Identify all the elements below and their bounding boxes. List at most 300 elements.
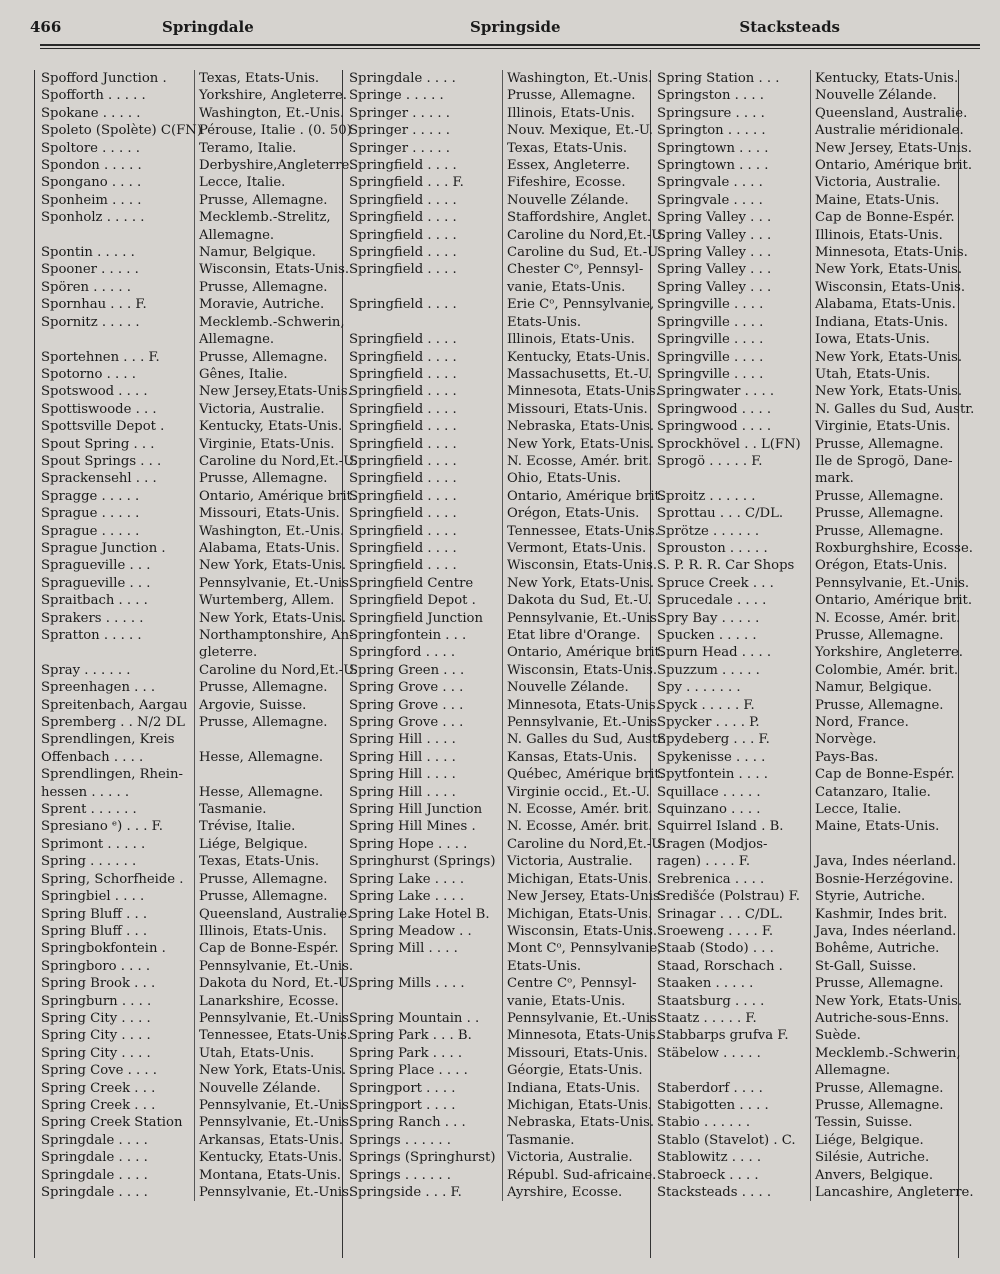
entry-location: Pennsylvanie, Et.-Unis. bbox=[815, 575, 970, 591]
entry-place-name: Springer . . . . . bbox=[349, 140, 503, 157]
entry-place-name: Stablo (Stavelot) . C. bbox=[657, 1132, 811, 1149]
entry-place-name: Springfield . . . . bbox=[349, 436, 503, 453]
entry-location: Hesse, Allemagne. bbox=[199, 749, 324, 765]
entry-place-name: Springtown . . . . bbox=[657, 157, 811, 174]
entry-place-name bbox=[349, 958, 503, 975]
entry-row bbox=[349, 244, 662, 261]
entry-row bbox=[349, 940, 662, 957]
entry-location: New York, Etats-Unis. bbox=[199, 558, 347, 574]
entry-place-name: Springvale . . . . bbox=[657, 174, 811, 191]
entry-row bbox=[657, 1097, 958, 1114]
entry-place-name bbox=[41, 331, 195, 348]
entry-row bbox=[349, 731, 667, 748]
entry-row bbox=[349, 279, 650, 296]
entry-row bbox=[349, 1132, 650, 1149]
entry-row bbox=[657, 227, 958, 244]
entry-location: Prusse, Allemagne. bbox=[815, 523, 944, 539]
entry-row bbox=[349, 209, 650, 226]
entry-location: Dakota du Nord, Et.-U. bbox=[199, 976, 353, 992]
entry-row bbox=[349, 261, 650, 278]
entry-place-name: Spytfontein . . . . bbox=[657, 766, 811, 783]
entry-row bbox=[657, 70, 958, 87]
entry-place-name: Springville . . . . bbox=[657, 349, 811, 366]
entry-location: Allemagne. bbox=[199, 332, 275, 348]
entry-row bbox=[349, 349, 650, 366]
entry-place-name: Spring Brook . . . bbox=[41, 975, 195, 992]
entry-row bbox=[41, 366, 342, 383]
entry-row bbox=[349, 557, 658, 574]
entry-row bbox=[41, 906, 352, 923]
entry-location: Prusse, Allemagne. bbox=[199, 889, 328, 905]
entry-place-name: Springfield . . . . bbox=[349, 383, 503, 400]
entry-row bbox=[349, 70, 653, 87]
entry-location: Ontario, Amérique brit. bbox=[507, 645, 665, 661]
entry-place-name: Spray . . . . . . bbox=[41, 662, 195, 679]
entry-location: Prusse, Allemagne. bbox=[815, 1097, 944, 1113]
entry-location: Ayrshire, Ecosse. bbox=[507, 1185, 623, 1200]
entry-location: Caroline du Nord,Et.-U. bbox=[507, 836, 666, 852]
entry-location: Nebraska, Etats-Unis. bbox=[507, 419, 655, 435]
entry-place-name: Springfield . . . . bbox=[349, 261, 503, 278]
entry-place-name bbox=[41, 227, 195, 244]
entry-place-name: Sprendlingen, Rhein- bbox=[41, 766, 195, 783]
entry-row bbox=[41, 697, 342, 714]
entry-place-name: Staab (Stodo) . . . bbox=[657, 940, 811, 957]
entry-place-name: Springfield Centre bbox=[349, 575, 503, 592]
entry-row bbox=[657, 731, 958, 748]
entry-row bbox=[41, 1184, 354, 1201]
entry-place-name: Springer . . . . . bbox=[349, 122, 503, 139]
entry-place-name: Squirrel Island . B. bbox=[657, 818, 811, 835]
entry-location: Missouri, Etats-Unis. bbox=[199, 506, 340, 522]
entry-location: Illinois, Etats-Unis. bbox=[815, 227, 943, 243]
entry-row bbox=[657, 975, 958, 992]
entry-location: Orégon, Etats-Unis. bbox=[815, 558, 948, 574]
entry-row bbox=[657, 401, 975, 418]
entry-row bbox=[657, 331, 958, 348]
entry-place-name: Sprimont . . . . . bbox=[41, 836, 195, 853]
entry-location: Texas, Etats-Unis. bbox=[199, 854, 320, 870]
entry-location: Lanarkshire, Ecosse. bbox=[199, 993, 339, 1009]
entry-place-name: Spottsville Depot . bbox=[41, 418, 195, 435]
entry-location: Géorgie, Etats-Unis. bbox=[507, 1063, 643, 1079]
entry-row bbox=[41, 1010, 354, 1027]
entry-row bbox=[41, 296, 342, 313]
entry-place-name: Staaken . . . . . bbox=[657, 975, 811, 992]
entry-location: New Jersey, Etats-Unis. bbox=[815, 140, 972, 156]
entry-location: Anvers, Belgique. bbox=[815, 1167, 934, 1183]
entry-place-name: Springvale . . . . bbox=[657, 192, 811, 209]
entry-row bbox=[41, 557, 347, 574]
entry-row bbox=[349, 766, 664, 783]
entry-place-name: Spring Creek . . . bbox=[41, 1080, 195, 1097]
entry-place-name: Springsure . . . . bbox=[657, 105, 811, 122]
entry-place-name bbox=[349, 279, 503, 296]
entry-place-name: Spring Grove . . . bbox=[349, 714, 503, 731]
entry-location: Républ. Sud-africaine. bbox=[507, 1167, 657, 1183]
entry-place-name: Staatz . . . . . F. bbox=[657, 1010, 811, 1027]
entry-place-name: Spragge . . . . . bbox=[41, 488, 195, 505]
entry-place-name: Spragueville . . . bbox=[41, 575, 195, 592]
entry-location: Queensland, Australie. bbox=[815, 105, 968, 121]
entry-place-name: Sprogö . . . . . F. bbox=[657, 453, 811, 470]
entry-place-name: Spring Hill Junction bbox=[349, 801, 503, 818]
entry-row bbox=[349, 575, 655, 592]
entry-location: Tasmanie. bbox=[507, 1132, 575, 1148]
entry-row bbox=[657, 958, 958, 975]
entry-place-name: Springport . . . . bbox=[349, 1080, 503, 1097]
entry-location: Missouri, Etats-Unis. bbox=[507, 1045, 648, 1061]
entry-location: Minnesota, Etats-Unis. bbox=[507, 697, 660, 713]
entry-location: Montana, Etats-Unis. bbox=[199, 1167, 341, 1183]
entry-place-name: Springtown . . . . bbox=[657, 140, 811, 157]
entry-place-name: Sroeweng . . . . F. bbox=[657, 923, 811, 940]
entry-place-name: Spring City . . . . bbox=[41, 1045, 195, 1062]
entry-place-name: Springfield . . . . bbox=[349, 296, 503, 313]
entry-place-name: Springfield . . . . bbox=[349, 192, 503, 209]
entry-location: Prusse, Allemagne. bbox=[815, 697, 944, 713]
entry-row bbox=[349, 540, 650, 557]
entry-place-name: Spofforth . . . . . bbox=[41, 87, 195, 104]
entry-location: Kentucky, Etats-Unis. bbox=[815, 71, 959, 86]
entry-location: Victoria, Australie. bbox=[507, 1150, 633, 1166]
entry-place-name: Stablowitz . . . . bbox=[657, 1149, 811, 1166]
entry-row bbox=[349, 853, 650, 870]
entry-location: Wisconsin, Etats-Unis. bbox=[815, 279, 966, 295]
entry-location: Styrie, Autriche. bbox=[815, 889, 926, 905]
entry-row bbox=[349, 818, 653, 835]
entry-row bbox=[41, 383, 352, 400]
entry-place-name: Spring Valley . . . bbox=[657, 279, 811, 296]
entry-row bbox=[41, 488, 357, 505]
entry-place-name: Springer . . . . . bbox=[349, 105, 503, 122]
entry-place-name bbox=[657, 1062, 811, 1079]
entry-row bbox=[41, 209, 342, 226]
entry-location: St-Gall, Suisse. bbox=[815, 958, 917, 974]
entry-place-name: Sprockhövel . . L(FN) bbox=[657, 436, 811, 453]
entry-row bbox=[657, 557, 958, 574]
entry-location: Michigan, Etats-Unis. bbox=[507, 1097, 653, 1113]
entry-row bbox=[41, 540, 342, 557]
entry-location: Caroline du Nord,Et.-U. bbox=[199, 453, 358, 469]
entry-row bbox=[41, 1027, 351, 1044]
entry-row bbox=[349, 1149, 650, 1166]
entry-location: Fifeshire, Ecosse. bbox=[507, 175, 626, 191]
entry-row bbox=[41, 436, 342, 453]
entry-place-name: Springville . . . . bbox=[657, 331, 811, 348]
entry-location: Pennsylvanie, Et.-Unis. bbox=[507, 1010, 662, 1026]
entry-place-name: Sprent . . . . . . bbox=[41, 801, 195, 818]
entry-row bbox=[657, 488, 958, 505]
entry-location: Etats-Unis. bbox=[507, 314, 582, 330]
entry-row bbox=[41, 749, 342, 766]
entry-row bbox=[657, 453, 958, 470]
entry-place-name: Springfield Depot . bbox=[349, 592, 503, 609]
entry-row bbox=[657, 1132, 958, 1149]
entry-row bbox=[657, 314, 958, 331]
entry-location: Hesse, Allemagne. bbox=[199, 784, 324, 800]
entry-row bbox=[657, 662, 958, 679]
entry-place-name: Spurn Head . . . . bbox=[657, 644, 811, 661]
entry-location: Prusse, Allemagne. bbox=[199, 192, 328, 208]
entry-place-name: Springs (Springhurst) bbox=[349, 1149, 503, 1166]
entry-location: Wisconsin, Etats-Unis. bbox=[507, 923, 658, 939]
entry-row bbox=[657, 592, 973, 609]
entry-row bbox=[41, 279, 342, 296]
entry-row bbox=[657, 818, 958, 835]
entry-place-name: Springfield . . . . bbox=[349, 331, 503, 348]
entry-row bbox=[349, 331, 650, 348]
entry-row bbox=[657, 279, 966, 296]
entry-location: Orégon, Etats-Unis. bbox=[507, 506, 640, 522]
entry-row bbox=[41, 418, 342, 435]
entry-place-name: Springfield . . . . bbox=[349, 557, 503, 574]
entry-row bbox=[657, 1167, 958, 1184]
entry-place-name: Spring Hope . . . . bbox=[349, 836, 503, 853]
entry-place-name: Spyck . . . . . F. bbox=[657, 697, 811, 714]
entry-location: mark. bbox=[815, 471, 854, 487]
entry-location: Queensland, Australie. bbox=[199, 906, 352, 922]
entry-location: Prusse, Allemagne. bbox=[815, 488, 944, 504]
entry-place-name: Spucken . . . . . bbox=[657, 627, 811, 644]
entry-location: Mont Cᵒ, Pennsylvanie, bbox=[507, 941, 662, 957]
entry-location: Pennsylvanie, Et.-Unis. bbox=[199, 575, 354, 591]
entry-location bbox=[811, 836, 958, 853]
entry-place-name: Springfield . . . . bbox=[349, 470, 503, 487]
entry-row bbox=[41, 174, 342, 191]
entry-row bbox=[349, 923, 658, 940]
entry-location: Washington, Et.-Unis. bbox=[199, 105, 345, 121]
entry-location: Ohio, Etats-Unis. bbox=[507, 471, 621, 487]
entry-place-name: Springdale . . . . bbox=[41, 1167, 195, 1184]
entry-place-name: Spoltore . . . . . bbox=[41, 140, 195, 157]
entry-row bbox=[657, 836, 958, 853]
entry-location: Ontario, Amérique brit. bbox=[507, 488, 665, 504]
entry-row bbox=[41, 993, 342, 1010]
entry-row bbox=[657, 888, 958, 905]
entry-location: Silésie, Autriche. bbox=[815, 1150, 930, 1166]
entry-location: Mecklemb.-Schwerin, bbox=[199, 314, 345, 330]
entry-row bbox=[349, 679, 650, 696]
entry-row bbox=[41, 1149, 342, 1166]
entry-row bbox=[349, 157, 650, 174]
entry-location: Bosnie-Herzégovine. bbox=[815, 871, 954, 887]
entry-place-name: Spring Creek . . . bbox=[41, 1097, 195, 1114]
entry-place-name: Spofford Junction . bbox=[41, 70, 195, 87]
entry-row bbox=[349, 227, 666, 244]
entry-location: Utah, Etats-Unis. bbox=[199, 1045, 315, 1061]
entry-place-name: Spring Bluff . . . bbox=[41, 923, 195, 940]
entry-place-name: Sprackensehl . . . bbox=[41, 470, 195, 487]
entry-place-name: Spongano . . . . bbox=[41, 174, 195, 191]
entry-location: Arkansas, Etats-Unis. bbox=[199, 1132, 344, 1148]
entry-place-name: Spratton . . . . . bbox=[41, 627, 195, 644]
entry-place-name bbox=[349, 993, 503, 1010]
entry-place-name: Springe . . . . . bbox=[349, 87, 503, 104]
entry-place-name: Spring Meadow . . bbox=[349, 923, 503, 940]
entry-place-name: Spykenisse . . . . bbox=[657, 749, 811, 766]
entry-place-name: Spotswood . . . . bbox=[41, 383, 195, 400]
entry-row bbox=[349, 906, 653, 923]
entry-place-name: ragen) . . . . F. bbox=[657, 853, 811, 870]
entry-row bbox=[349, 610, 662, 627]
entry-location: Alabama, Etats-Unis. bbox=[815, 297, 956, 313]
entry-location: Erie Cᵒ, Pennsylvanie, bbox=[507, 297, 655, 313]
entry-place-name: Spring Hill Mines . bbox=[349, 818, 503, 835]
entry-location: Nouvelle Zélande. bbox=[507, 680, 629, 696]
entry-location: Pays-Bas. bbox=[815, 749, 879, 765]
entry-location: Caroline du Sud, Et.-U. bbox=[507, 245, 662, 261]
entry-row bbox=[657, 1114, 958, 1131]
entry-place-name: Spring . . . . . . bbox=[41, 853, 195, 870]
entry-row bbox=[657, 610, 961, 627]
entry-place-name: Springfield . . . . bbox=[349, 157, 503, 174]
entry-row bbox=[657, 1045, 961, 1062]
entry-place-name: Spragueville . . . bbox=[41, 557, 195, 574]
entry-place-name: Sprottau . . . C/DL. bbox=[657, 505, 811, 522]
entry-place-name: Spring Mountain . . bbox=[349, 1010, 503, 1027]
entry-row bbox=[657, 697, 958, 714]
entry-location: Chester Cᵒ, Pennsyl- bbox=[507, 262, 644, 278]
entry-place-name: Spreitenbach, Aargau bbox=[41, 697, 195, 714]
entry-location: Prusse, Allemagne. bbox=[199, 715, 328, 731]
entry-location: Argovie, Suisse. bbox=[199, 697, 307, 713]
entry-location: Lancashire, Angleterre. bbox=[815, 1185, 974, 1200]
entry-row bbox=[41, 975, 353, 992]
entry-location: Java, Indes néerland. bbox=[815, 923, 957, 939]
entry-row bbox=[657, 714, 958, 731]
entry-location: Centre Cᵒ, Pennsyl- bbox=[507, 976, 637, 992]
entry-location: Victoria, Australie. bbox=[199, 401, 325, 417]
entry-row bbox=[349, 644, 665, 661]
entry-location: Kentucky, Etats-Unis. bbox=[507, 349, 651, 365]
entry-place-name: Srinagar . . . C/DL. bbox=[657, 906, 811, 923]
entry-row bbox=[349, 105, 650, 122]
entry-location: New York, Etats-Unis. bbox=[507, 436, 655, 452]
entry-row bbox=[349, 383, 660, 400]
entry-location: New Jersey,Etats-Unis. bbox=[199, 384, 352, 400]
entry-row bbox=[41, 714, 342, 731]
entry-row bbox=[657, 1062, 958, 1079]
entry-place-name: Springfield . . . . bbox=[349, 349, 503, 366]
entry-location: New York, Etats-Unis. bbox=[815, 349, 963, 365]
entry-location: Moravie, Autriche. bbox=[199, 297, 325, 313]
header-left-keyword: Springdale bbox=[162, 18, 254, 36]
entry-row bbox=[41, 331, 342, 348]
entry-row bbox=[657, 993, 963, 1010]
entry-place-name: Spring Mill . . . . bbox=[349, 940, 503, 957]
entry-location: Nord, France. bbox=[815, 715, 909, 731]
entry-location: vanie, Etats-Unis. bbox=[507, 279, 626, 295]
entry-row bbox=[657, 349, 963, 366]
entry-place-name: Spring Hill . . . . bbox=[349, 749, 503, 766]
entry-location: gleterre. bbox=[199, 645, 258, 661]
entry-place-name: Spooner . . . . . bbox=[41, 261, 195, 278]
entry-location: Essex, Angleterre. bbox=[507, 158, 630, 174]
entry-row bbox=[41, 1080, 342, 1097]
entry-location: Virginie occid., Et.-U. bbox=[507, 784, 650, 800]
entry-place-name: Spornhau . . . F. bbox=[41, 296, 195, 313]
entry-place-name: hessen . . . . . bbox=[41, 784, 195, 801]
entry-place-name: Springfield Junction bbox=[349, 610, 503, 627]
entry-place-name: Središće (Polstrau) F. bbox=[657, 888, 811, 905]
entry-place-name: Spring Ranch . . . bbox=[349, 1114, 503, 1131]
entry-location: Maine, Etats-Unis. bbox=[815, 819, 940, 835]
entry-place-name: Staatsburg . . . . bbox=[657, 993, 811, 1010]
entry-location: Lecce, Italie. bbox=[199, 175, 286, 191]
entry-location: Mecklemb.-Strelitz, bbox=[199, 210, 331, 226]
entry-place-name: Springville . . . . bbox=[657, 366, 811, 383]
entry-row bbox=[41, 1045, 342, 1062]
entry-row bbox=[349, 697, 660, 714]
entry-row bbox=[349, 192, 650, 209]
entry-location: Nouv. Mexique, Et.-U. bbox=[507, 123, 653, 139]
entry-place-name: Spring Lake Hotel B. bbox=[349, 906, 503, 923]
entry-place-name: Spring Creek Station bbox=[41, 1114, 195, 1131]
entry-row bbox=[657, 105, 968, 122]
entry-place-name: Sportehnen . . . F. bbox=[41, 349, 195, 366]
entry-location: Gênes, Italie. bbox=[199, 366, 288, 382]
entry-place-name: Springside . . . F. bbox=[349, 1184, 503, 1201]
entry-row bbox=[349, 314, 650, 331]
entry-row bbox=[41, 1097, 354, 1114]
entry-row bbox=[41, 1062, 347, 1079]
entry-row bbox=[41, 227, 342, 244]
entry-place-name: Spring Green . . . bbox=[349, 662, 503, 679]
entry-place-name: Spring Mills . . . . bbox=[349, 975, 503, 992]
entry-row bbox=[41, 314, 345, 331]
entry-location: Cap de Bonne-Espér. bbox=[815, 210, 955, 226]
entry-place-name: Spraitbach . . . . bbox=[41, 592, 195, 609]
entry-place-name: Spring Grove . . . bbox=[349, 697, 503, 714]
entry-place-name: Springwood . . . . bbox=[657, 418, 811, 435]
entry-row bbox=[349, 1062, 650, 1079]
entry-row bbox=[657, 923, 958, 940]
entry-row bbox=[349, 749, 650, 766]
entry-row bbox=[41, 523, 345, 540]
entry-location: Tasmanie. bbox=[199, 802, 267, 818]
entry-place-name: Springwater . . . . bbox=[657, 383, 811, 400]
entry-place-name: Springhurst (Springs) bbox=[349, 853, 503, 870]
entry-location: Prusse, Allemagne. bbox=[199, 871, 328, 887]
entry-place-name: Springbiel . . . . bbox=[41, 888, 195, 905]
entry-location: Bohême, Autriche. bbox=[815, 941, 940, 957]
entry-row bbox=[41, 784, 342, 801]
entry-row bbox=[657, 261, 963, 278]
entry-column-1 bbox=[35, 70, 358, 1258]
entry-location: N. Ecosse, Amér. brit. bbox=[507, 802, 653, 818]
entry-location: Virginie, Etats-Unis. bbox=[199, 436, 335, 452]
entry-row bbox=[657, 644, 963, 661]
entry-row bbox=[41, 1132, 342, 1149]
entry-location: Roxburghshire, Ecosse. bbox=[815, 540, 973, 556]
entry-location: Pennsylvanie, Et.-Unis. bbox=[199, 958, 354, 974]
entry-row bbox=[41, 801, 342, 818]
entry-location: Massachusetts, Et.-U. bbox=[507, 366, 653, 382]
entry-row bbox=[657, 436, 958, 453]
entry-location: Indiana, Etats-Unis. bbox=[507, 1080, 641, 1096]
entry-location: Kansas, Etats-Unis. bbox=[507, 749, 638, 765]
entry-row bbox=[41, 592, 342, 609]
entry-row bbox=[657, 784, 958, 801]
entry-row bbox=[41, 575, 354, 592]
entry-place-name: Spring Bluff . . . bbox=[41, 906, 195, 923]
entry-location: Victoria, Australie. bbox=[815, 175, 941, 191]
entry-row bbox=[349, 1167, 657, 1184]
entry-row bbox=[657, 418, 958, 435]
entry-place-name: Squillace . . . . . bbox=[657, 784, 811, 801]
entry-location: Cap de Bonne-Espér. bbox=[815, 767, 955, 783]
